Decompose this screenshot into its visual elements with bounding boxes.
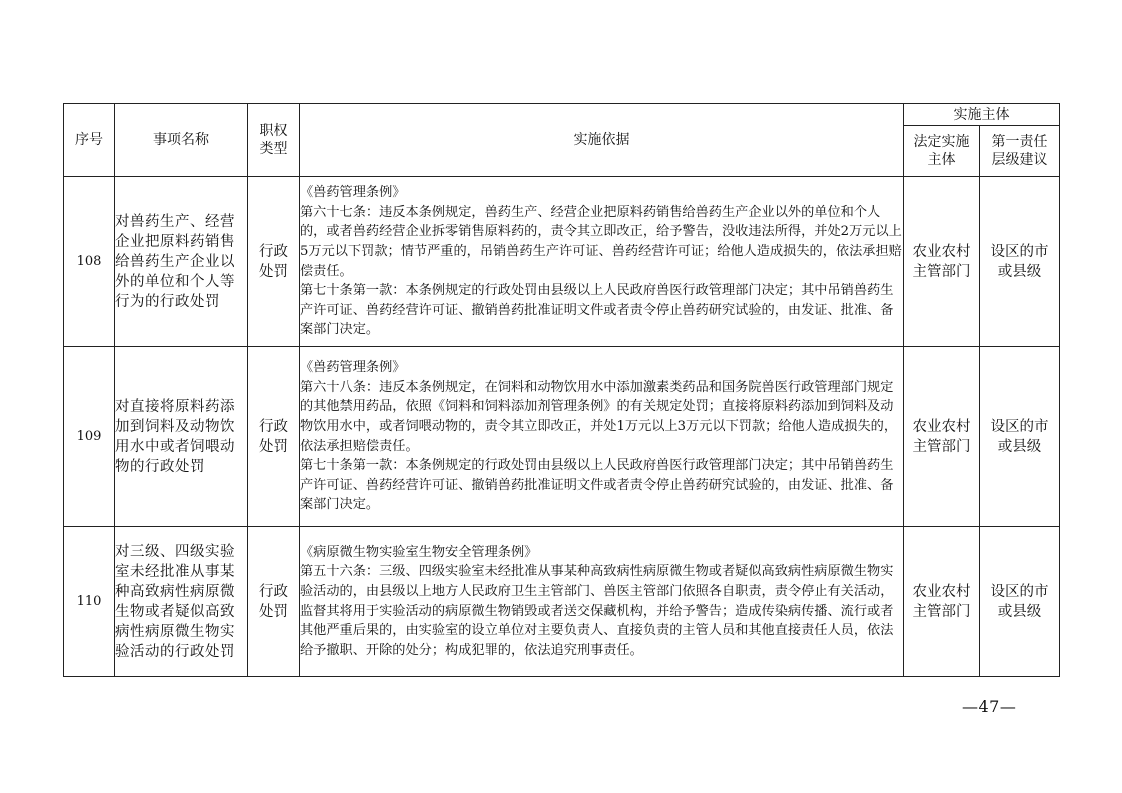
header-first-level — [980, 126, 1060, 177]
row-basis — [300, 347, 904, 527]
row-first-level-text: 设区的市或县级 — [990, 243, 1049, 280]
row-first-level — [980, 177, 1060, 347]
header-legal-subject — [904, 126, 980, 177]
row-power-type — [248, 527, 300, 677]
row-first-level — [980, 347, 1060, 527]
row-seq: 108 — [64, 177, 115, 347]
row-first-level-text: 设区的市或县级 — [990, 418, 1049, 455]
header-first-level-text: 第一责任层级建议 — [991, 134, 1048, 168]
row-basis — [300, 527, 904, 677]
row-legal-subject — [904, 347, 980, 527]
basis-article: 第六十八条：违反本条例规定，在饲料和动物饮用水中添加激素类药品和国务院兽医行政管理部门规定的其他禁用药品，依照《饲料和饲料添加剂管理条例》的有关规定处罚；直接将原料药添加到饲料及动物饮用水中，或者饲喂动物的，责令其立即改正，并处1万元以上3万元以下罚款；给他人造成损失的，依法承担赔偿责任。 — [300, 379, 898, 454]
header-basis: 实施依据 — [300, 104, 904, 177]
header-subject-group: 实施主体 — [904, 104, 1060, 126]
row-legal-subject — [904, 527, 980, 677]
row-basis — [300, 177, 904, 347]
row-power-type-text: 行政处罚 — [259, 418, 288, 455]
basis-regulation-title: 《病原微生物实验室生物安全管理条例》 — [300, 544, 538, 560]
row-first-level — [980, 527, 1060, 677]
table-row — [64, 347, 1060, 527]
row-power-type — [248, 347, 300, 527]
basis-article: 第七十条第一款：本条例规定的行政处罚由县级以上人民政府兽医行政管理部门决定；其中吊销兽药生产许可证、兽药经营许可证、撤销兽药批准证明文件或者责令停止兽药研究试验的，由发证、批准、备案部门决定。 — [300, 458, 894, 513]
table-row — [64, 527, 1060, 677]
basis-article: 第七十条第一款：本条例规定的行政处罚由县级以上人民政府兽医行政管理部门决定；其中吊销兽药生产许可证、兽药经营许可证、撤销兽药批准证明文件或者责令停止兽药研究试验的，由发证、批准、备案部门决定。 — [300, 283, 894, 338]
header-name: 事项名称 — [115, 104, 248, 177]
row-first-level-text: 设区的市或县级 — [990, 583, 1049, 620]
header-power-type-text: 职权类型 — [259, 123, 288, 157]
row-item-name: 对兽药生产、经营企业把原料药销售给兽药生产企业以外的单位和个人等行为的行政处罚 — [115, 177, 248, 347]
table-row — [64, 177, 1060, 347]
row-legal-subject — [904, 177, 980, 347]
row-item-name: 对三级、四级实验室未经批准从事某种高致病性病原微生物或者疑似高致病性病原微生物实验活动的行政处罚 — [115, 527, 248, 677]
header-power-type — [248, 104, 300, 177]
basis-regulation-title: 《兽药管理条例》 — [300, 185, 406, 201]
row-power-type — [248, 177, 300, 347]
row-legal-subject-text: 农业农村主管部门 — [912, 243, 971, 280]
row-legal-subject-text: 农业农村主管部门 — [912, 418, 971, 455]
header-row — [64, 104, 1060, 126]
row-seq: 109 — [64, 347, 115, 527]
header-legal-subject-text: 法定实施主体 — [913, 134, 970, 168]
row-power-type-text: 行政处罚 — [259, 243, 288, 280]
basis-article: 第五十六条：三级、四级实验室未经批准从事某种高致病性病原微生物或者疑似高致病性病原微生物实验活动的，由县级以上地方人民政府卫生主管部门、兽医主管部门依照各自职责，责令停止有关活动，监督其将用于实验活动的病原微生物销毁或者送交保藏机构，并给予警告；造成传染病传播、流行或者其他严重后果的，由实验室的设立单位对主要负责人、直接负责的主管人员和其他直接责任人员，依法给予撤职、开除的处分；构成犯罪的，依法追究刑事责任。 — [300, 564, 894, 658]
page-number: —47— — [962, 697, 1017, 716]
basis-article: 第六十七条：违反本条例规定，兽药生产、经营企业把原料药销售给兽药生产企业以外的单位和个人的，或者兽药经营企业拆零销售原料药的，责令其立即改正，给予警告，没收违法所得，并处2万元以上5万元以下罚款；情节严重的，吊销兽药生产许可证、兽药经营许可证；给他人造成损失的，依法承担赔偿责任。 — [300, 204, 902, 279]
header-seq: 序号 — [64, 104, 115, 177]
row-seq: 110 — [64, 527, 115, 677]
basis-regulation-title: 《兽药管理条例》 — [300, 360, 406, 376]
row-item-name: 对直接将原料药添加到饲料及动物饮用水中或者饲喂动物的行政处罚 — [115, 347, 248, 527]
row-legal-subject-text: 农业农村主管部门 — [912, 583, 971, 620]
row-power-type-text: 行政处罚 — [259, 583, 288, 620]
regulation-table — [63, 103, 1060, 677]
